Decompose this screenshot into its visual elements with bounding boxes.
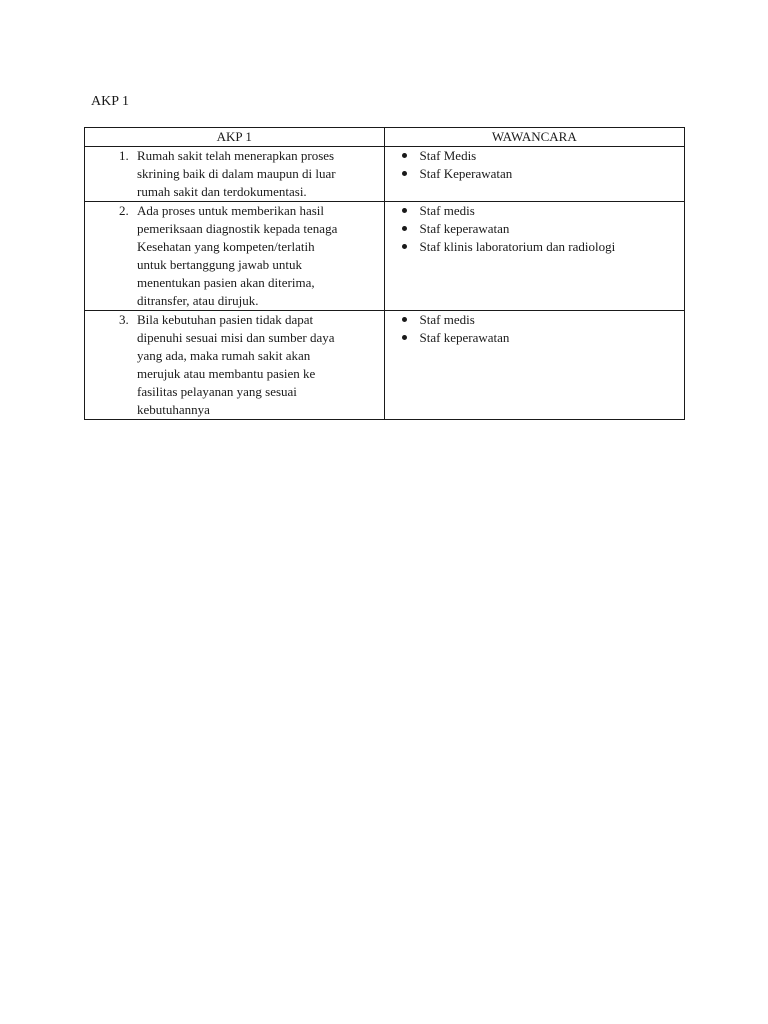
- criteria-text: [137, 147, 384, 201]
- staff-label: Staf medis: [419, 312, 475, 327]
- table-row: [85, 311, 685, 420]
- criteria-line: ditransfer, atau dirujuk.: [137, 293, 259, 308]
- item-number: 2.: [119, 203, 129, 218]
- criteria-line: skrining baik di dalam maupun di luar: [137, 166, 336, 181]
- bullet-icon: [402, 244, 407, 249]
- list-item: [385, 329, 684, 347]
- criteria-line: kebutuhannya: [137, 402, 210, 417]
- criteria-line: Rumah sakit telah menerapkan proses: [137, 148, 335, 163]
- item-number: 3.: [119, 312, 129, 327]
- criteria-line: pemeriksaan diagnostik kepada tenaga: [137, 221, 338, 236]
- staff-list: [385, 147, 684, 183]
- list-item: [385, 165, 684, 183]
- column-header-wawancara: WAWANCARA: [384, 128, 684, 147]
- criteria-line: Bila kebutuhan pasien tidak dapat: [137, 312, 314, 327]
- list-item: [385, 311, 684, 329]
- bullet-icon: [402, 226, 407, 231]
- staff-label: Staf klinis laboratorium dan radiologi: [419, 239, 616, 254]
- criteria-line: yang ada, maka rumah sakit akan: [137, 348, 311, 363]
- criteria-line: Ada proses untuk memberikan hasil: [137, 203, 325, 218]
- criteria-text: [137, 202, 384, 310]
- staff-label: Staf medis: [419, 203, 475, 218]
- list-item: [385, 238, 684, 256]
- staff-label: Staf Keperawatan: [419, 166, 513, 181]
- criteria-line: Kesehatan yang kompeten/terlatih: [137, 239, 315, 254]
- interview-cell: [384, 202, 684, 311]
- interview-cell: [384, 311, 684, 420]
- staff-label: Staf keperawatan: [419, 330, 510, 345]
- staff-list: [385, 311, 684, 347]
- bullet-icon: [402, 317, 407, 322]
- criteria-cell: [85, 311, 385, 420]
- criteria-line: merujuk atau membantu pasien ke: [137, 366, 316, 381]
- criteria-line: untuk bertanggung jawab untuk: [137, 257, 302, 272]
- bullet-icon: [402, 208, 407, 213]
- criteria-line: rumah sakit dan terdokumentasi.: [137, 184, 307, 199]
- bullet-icon: [402, 153, 407, 158]
- bullet-icon: [402, 171, 407, 176]
- staff-label: Staf Medis: [419, 148, 477, 163]
- criteria-cell: [85, 147, 385, 202]
- criteria-table: [84, 127, 685, 420]
- column-header-akp: AKP 1: [85, 128, 385, 147]
- table-header-row: [85, 128, 685, 147]
- list-item: [385, 220, 684, 238]
- criteria-cell: [85, 202, 385, 311]
- table-row: [85, 147, 685, 202]
- page-heading: AKP 1: [91, 94, 129, 109]
- criteria-line: fasilitas pelayanan yang sesuai: [137, 384, 297, 399]
- list-item: [385, 202, 684, 220]
- item-number: 1.: [119, 148, 129, 163]
- criteria-line: dipenuhi sesuai misi dan sumber daya: [137, 330, 335, 345]
- interview-cell: [384, 147, 684, 202]
- criteria-text: [137, 311, 384, 419]
- staff-list: [385, 202, 684, 256]
- criteria-line: menentukan pasien akan diterima,: [137, 275, 315, 290]
- table-row: [85, 202, 685, 311]
- list-item: [385, 147, 684, 165]
- staff-label: Staf keperawatan: [419, 221, 510, 236]
- bullet-icon: [402, 335, 407, 340]
